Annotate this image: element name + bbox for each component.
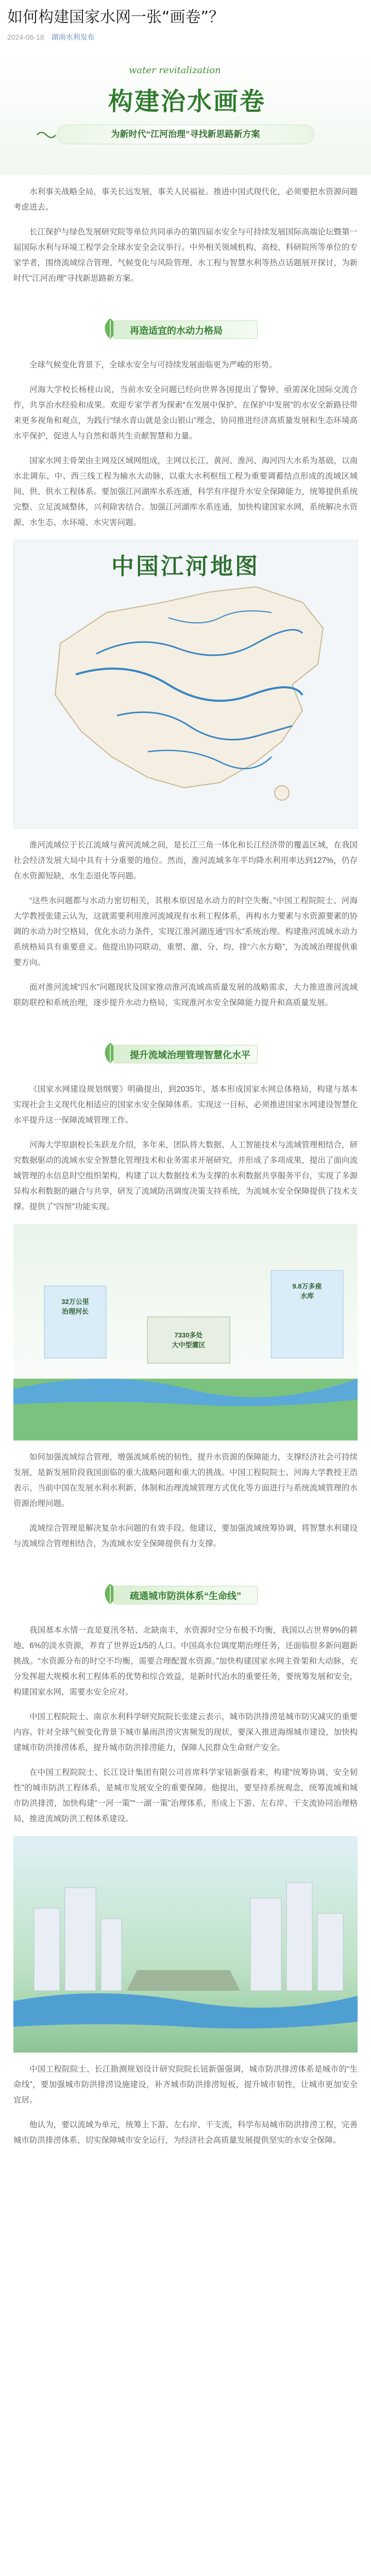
swirl-icon (36, 129, 57, 141)
city-flood-illustration (13, 1836, 358, 2053)
hero-banner (0, 52, 371, 175)
section-2-para-1: 《国家水网建设规划纲要》明确提出，到2035年，基本形成国家水网总体格局，构建与基本实现社会主义现代化相适应的国家水安全保障体系。实现这一目标，必须推进国家水网建设智慧化水平提升这一保障流域管理工作。 (13, 1085, 358, 1125)
section-3b-para-1: 中国工程院院士、长江勘测规划设计研究院院长钮新强强调，城市防洪排涝体系是城市的“生命线”，要加强城市防洪排涝设施建设，补齐城市防洪排涝短板，提升城市韧性，让城市更加安全宜居。 (13, 2065, 358, 2105)
stat-3-value: 7330多处 (174, 1331, 203, 1339)
section-2-heading (0, 1035, 371, 1071)
section-1b-body (0, 838, 371, 1011)
section-3-title: 疏通城市防洪体系“生命线” (130, 1591, 241, 1601)
city-graphic (13, 1836, 358, 2053)
section-3-para-3: 在中国工程院院士、长江设计集团有限公司首席科学家钮新强看来，构建“统筹协调、安全韧性”的城市防洪工程体系，是城市发展安全的重要保障。他提出，要坚持系统观念，统筹流域和城市防洪排涝，加快构建“一河一策”“一湖一策”治理体系，形成上下游、左右岸、干支流协同治理格局，推进流域防洪工程体系建设。 (13, 1768, 358, 1823)
china-river-map (13, 540, 358, 828)
intro-para-1: 水利事关战略全局，事关长远发展，事关人民福祉。推进中国式现代化，必须要把水资源问题考虑进去。 (13, 188, 358, 212)
article-header (0, 0, 371, 46)
section-1-body (0, 358, 371, 531)
stat-1-value: 32万公里 (61, 1298, 89, 1306)
stat-2-label: 水库 (300, 1292, 314, 1300)
section-3-body (0, 1623, 371, 1827)
section-3-heading (0, 1575, 371, 1612)
hero-slogan: 为新时代“江河治理”寻找新思路新方案 (57, 125, 314, 144)
section-3-para-2: 中国工程院院士、南京水利科学研究院院长张建云表示，城市防洪排涝是城市防灾减灾的重要内容。针对全球气候变化背景下城市暴雨洪涝灾害频发的现状，要深入推进海绵城市建设，加快构建城市防洪排涝体系，提升城市防洪排涝能力，保障人民群众生命财产安全。 (13, 1713, 358, 1752)
stat-1-label: 治理河长 (61, 1308, 89, 1315)
article-title: 如何构建国家水网一张“画卷”？ (7, 8, 225, 26)
section-1-title: 再造适宜的水动力格局 (130, 326, 223, 336)
section-1-para-3: 国家水网主骨架由主网及区域网组成，主网以长江、黄河、淮河、海河四大水系为基础，以南水北调东、中、西三线工程为输水大动脉，以重大水利枢纽工程为重要调蓄结点形成的流域区域间、供、供水工程体系。要加强江河湖库水系连通，科学有序提升水安全保障能力，统筹提供系统完整、立足流域整体，兴利除害结合。加强江河湖库水系连通，加快构建国家水网，系统解决水资源、水生态、水环境、水灾害问题。 (13, 456, 358, 527)
section-2b-para-2: 流域综合管理是解决复杂水问题的有效手段。他建议，要加强流域统筹协调，将智慧水利建设与流域综合管理相结合，为流域水安全保障提供有力支撑。 (13, 1524, 358, 1548)
section-3-para-1: 我国基本水情一直是夏汛冬枯、北缺南丰，水资源时空分布极不均衡，我国以占世界9%的耕地、6%的淡水资源，养育了世界近1/5的人口。中国高水位调度期治理任务，还面临很多新问题新挑战。“水资源分布的时空不均衡，需要合理配置水资源。”加快构建国家水网主骨架和大动脉，充分发挥超大规模水利工程体系的优势和综合效益，是新时代治水的重要任务，要统筹发展和安全，构建国家水网，需要水安全应对。 (13, 1626, 358, 1697)
map-title: 中国江河地图 (111, 554, 260, 579)
section-1b-para-3: 面对淮河流域“四水”问题现状及国家推动淮河流域高质量发展的战略需求，大力推进淮河流域联防联控和系统治理，逐步提升水动力格局，实现淮河水安全保障能力提升和高质量发展。 (13, 983, 358, 1007)
stat-irrigation (153, 1330, 225, 1349)
section-1-heading (0, 310, 371, 346)
map-graphic (14, 540, 358, 829)
section-2-body (0, 1082, 371, 1215)
section-2b-para-1: 如何加强流域综合管理，增强流域系统的韧性，提升水资源的保障能力，支撑经济社会可持续发展，是新发展阶段我国面临的重大战略问题和重大的挑战。中国工程院院士、河海大学教授王浩表示，当前中国在发展水利水利新、体制和治理流域管理方式优化等方面进行与系统流域管理的水资源治理问题。 (13, 1453, 358, 1508)
hero-heading: 构建治水画卷 (108, 87, 266, 116)
publish-date: 2024-06-18 (7, 33, 44, 41)
section-1b-para-1: 淮河流域位于长江流域与黄河流域之间，是长江三角一体化和长江经济带的覆盖区域，在我国社会经济发展大局中具有十分重要的地位。然而，淮河流域多年平均降水利用率达到127%，仍存在水资源短缺、水生态退化等问题。 (13, 841, 358, 880)
section-2-para-2: 河海大学原副校长朱跃龙介绍，多年来，团队将大数据、人工智能技术与流域管理相结合，研究数据驱动的流域水安全智慧化管理技术和业务需求开展研究，并形成了多项成果，提出了面向流域管理的水信息时空组织架构，构建了以大数据技术为支撑的水利数据共享服务平台，实现了多源异构水利数据的融合与共享，研发了流域防汛调度决策支持系统，为流域水安全保障提供了技术支撑。提供了“四预”功能实现。 (13, 1141, 358, 1211)
water-infrastructure-illustration (13, 1224, 358, 1440)
stat-2-value: 9.8万多座 (292, 1282, 322, 1290)
stat-3-label: 大中型灌区 (172, 1341, 206, 1349)
stat-reservoirs (276, 1281, 338, 1300)
section-1-para-1: 全球气候变化背景下，全球水安全与可持续发展面临更为严峻的形势。 (29, 361, 277, 369)
section-1b-para-2: “这些水问题都与水动力密切相关，其根本原因是水动力的时空失衡。”中国工程院院士、河海大学教授张建云认为，这就需要利用淮河流域现有水利工程体系，再构水力要素与水资源要素的协调的水动力时空格局，优化水动力条件，实现江淮河湖连通“四水”系统治理。构建淮河流域水动力系统格局具有重要意义。他提出协同联动，重塑、激、分、均、排“六水方略”，为流域治理提供重要方向。 (13, 896, 358, 967)
section-3b-body (0, 2062, 371, 2148)
section-2-title: 提升流域治理管理智慧化水平 (130, 1050, 250, 1060)
footer-space (0, 2158, 371, 2173)
stat-river-length (49, 1296, 101, 1316)
section-1-para-2: 河海大学校长杨桂山说，当前水安全问题已经向世界各国提出了警钟，亟需深化国际交流合作，共享治水经验和成果。欢迎专家学者为探索“在发展中保护、在保护中发展”的水安全新路径带来更多视角和观点，为践行“绿水青山就是金山银山”理念，协同推进经济高质量发展和生态环境高水平保护，促进人与自然和谐共生贡献智慧和力量。 (13, 385, 358, 440)
hero-english: water revitalization (129, 65, 221, 76)
author-link[interactable]: 湖南水利发布 (51, 33, 95, 41)
intro-para-2: 长江保护与绿色发展研究院等单位共同承办的第四届水安全与可持续发展国际高端论坛暨第一届国际水利与环境工程学会全球水安全会议举行。中外相关领域机构、高校、科研院所等单位的专家学者，围绕流域综合管理、气候变化与风险管理、水工程与智慧水利等热点话题展开探讨，为新时代“江河治理”寻找新思路新方案。 (13, 228, 358, 283)
intro-section (0, 184, 371, 286)
article-meta (7, 32, 364, 42)
section-2b-body (0, 1450, 371, 1552)
section-3b-para-2: 他认为，要以流域为单元，统筹上下游、左右岸、干支流，科学布局城市防洪排涝工程，完善城市防洪排涝体系，切实保障城市安全运行，为经济社会高质量发展提供坚实的水安全保障。 (13, 2121, 358, 2145)
